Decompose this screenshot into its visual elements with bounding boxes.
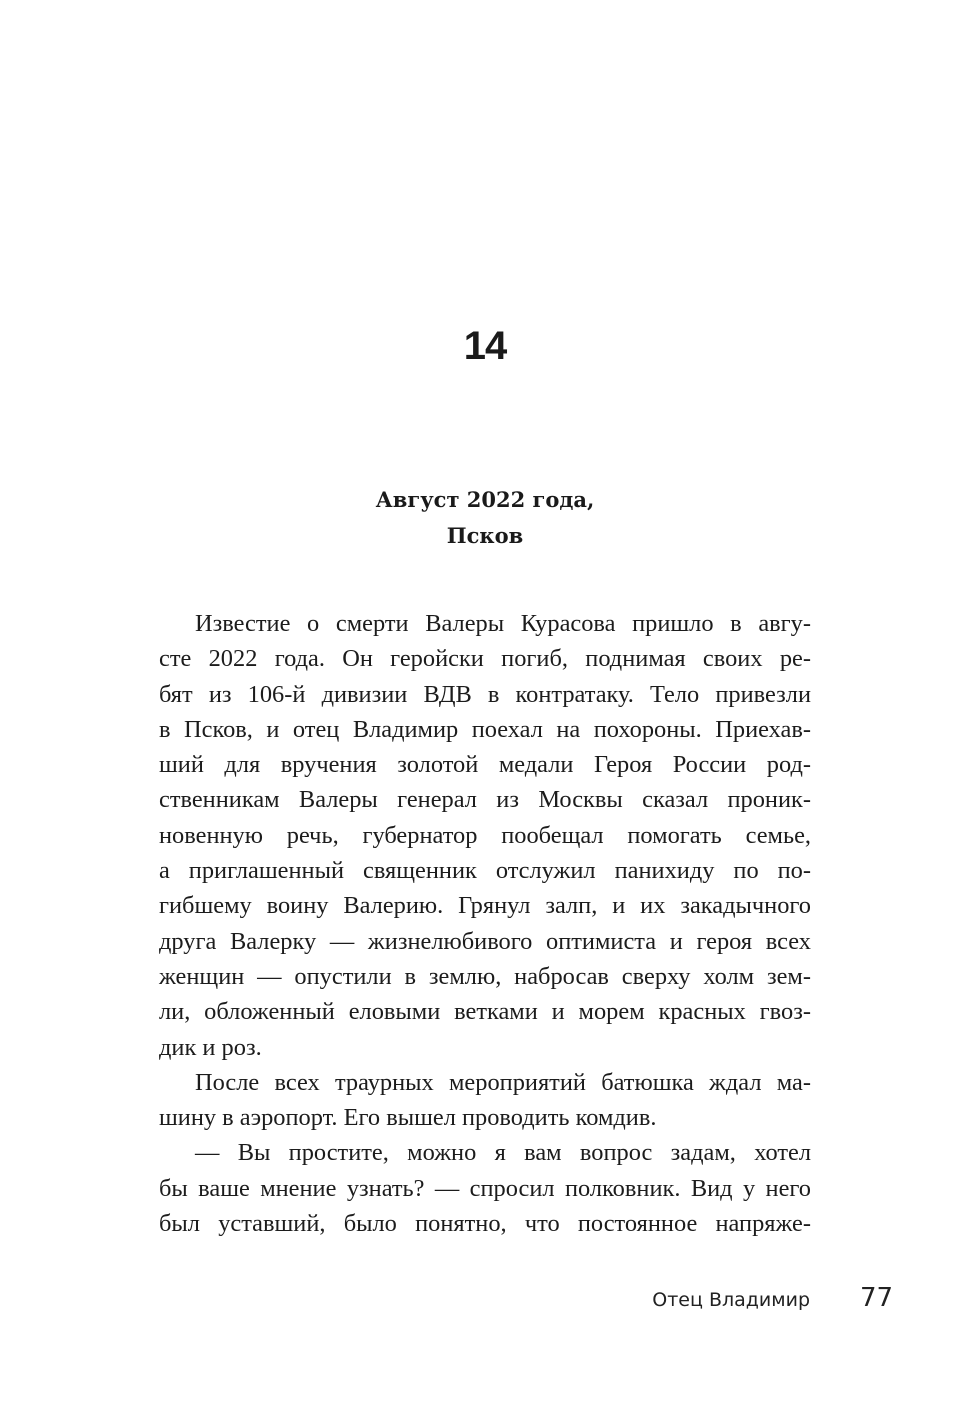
chapter-subtitle-place: Псков xyxy=(446,523,524,548)
running-title: Отец Владимир xyxy=(652,1289,810,1311)
text-line: ли, обложенный еловыми ветками и морем красных гвоз- xyxy=(159,998,811,1026)
text-line: друга Валерку — жизнелюбивого оптимиста и героя всех xyxy=(159,927,811,955)
text-line: После всех траурных мероприятий батюшка ждал ма- xyxy=(195,1068,811,1096)
text-line: женщин — опустили в землю, набросав сверху холм зем- xyxy=(159,962,811,990)
page-number: 77 xyxy=(860,1283,894,1313)
text-line: в Псков, и отец Владимир поехал на похороны. Приехав- xyxy=(159,715,811,743)
chapter-number: 14 xyxy=(463,324,507,368)
chapter-subtitle xyxy=(0,482,970,554)
text-line: а приглашенный священник отслужил панихиду по по- xyxy=(159,857,811,885)
text-line: бы ваше мнение узнать? — спросил полковник. Вид у него xyxy=(159,1174,811,1202)
chapter-subtitle-date: Август 2022 года, xyxy=(375,487,595,512)
text-line: новенную речь, губернатор пообещал помогать семье, xyxy=(159,821,811,849)
text-line: сте 2022 года. Он геройски погиб, поднимая своих ре- xyxy=(159,645,811,673)
text-line: дик и роз. xyxy=(159,1033,262,1061)
text-line: Известие о смерти Валеры Курасова пришло в авгу- xyxy=(195,610,811,637)
text-line: ший для вручения золотой медали Героя России род- xyxy=(159,751,811,779)
text-line: ственникам Валеры генерал из Москвы сказал проник- xyxy=(159,786,811,814)
text-line: был уставший, было понятно, что постоянное напряже- xyxy=(159,1210,811,1238)
text-line: бят из 106-й дивизии ВДВ в контратаку. Тело привезли xyxy=(159,680,811,708)
text-line: гибшему воину Валерию. Грянул залп, и их закадычного xyxy=(159,892,811,920)
body-text xyxy=(159,606,811,1241)
text-line: шину в аэропорт. Его вышел проводить комдив. xyxy=(159,1104,657,1132)
text-line: — Вы простите, можно я вам вопрос задам, хотел xyxy=(195,1139,811,1167)
